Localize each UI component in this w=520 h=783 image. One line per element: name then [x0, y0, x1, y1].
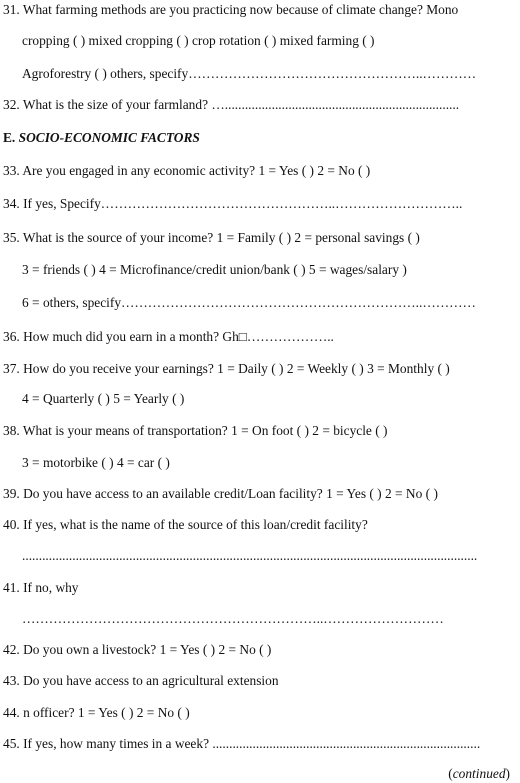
question-45: 45. If yes, how many times in a week? ................................................................................ — [3, 736, 481, 751]
question-32: 32. What is the size of your farmland? …...................................................................... — [3, 97, 460, 112]
question-37: 37. How do you receive your earnings? 1 = Daily ( ) 2 = Weekly ( ) 3 = Monthly ( ) — [3, 361, 450, 376]
section-label: E. — [3, 130, 16, 145]
continued-open-paren: ( — [448, 766, 453, 781]
question-44: 44. n officer? 1 = Yes ( ) 2 = No ( ) — [3, 705, 190, 720]
continued-word: continued — [452, 766, 506, 781]
question-36: 36. How much did you earn in a month? Gh□……………….. — [3, 329, 334, 344]
question-40: 40. If yes, what is the name of the source of this loan/credit facility? — [3, 517, 368, 532]
question-40-answer-line: ........................................................................................................................................ — [22, 548, 478, 563]
question-35-options-line-1: 3 = friends ( ) 4 = Microfinance/credit union/bank ( ) 5 = wages/salary ) — [22, 262, 407, 277]
question-31: 31. What farming methods are you practicing now because of climate change? Mono — [3, 2, 459, 17]
question-31-options-line-2: Agroforestry ( ) others, specify……………………………………………..………… — [22, 66, 477, 81]
question-35-options-line-2: 6 = others, specify…………………………………………………………..………… — [22, 295, 476, 310]
question-35: 35. What is the source of your income? 1 = Family ( ) 2 = personal savings ( ) — [3, 230, 420, 245]
question-38: 38. What is your means of transportation? 1 = On foot ( ) 2 = bicycle ( ) — [3, 423, 388, 438]
continued-close-paren: ) — [505, 766, 510, 781]
continued-label — [448, 766, 510, 782]
question-39: 39. Do you have access to an available credit/Loan facility? 1 = Yes ( ) 2 = No ( ) — [3, 486, 438, 501]
question-37-options: 4 = Quarterly ( ) 5 = Yearly ( ) — [22, 391, 185, 406]
question-38-options: 3 = motorbike ( ) 4 = car ( ) — [22, 455, 170, 470]
section-heading — [3, 130, 200, 146]
question-41: 41. If no, why — [3, 580, 79, 595]
question-33: 33. Are you engaged in any economic activity? 1 = Yes ( ) 2 = No ( ) — [3, 163, 371, 178]
question-34: 34. If yes, Specify……………………………………………..……………………….. — [3, 196, 463, 211]
question-42: 42. Do you own a livestock? 1 = Yes ( ) 2 = No ( ) — [3, 642, 272, 657]
question-43: 43. Do you have access to an agricultural extension — [3, 673, 279, 688]
question-31-options-line-1: cropping ( ) mixed cropping ( ) crop rotation ( ) mixed farming ( ) — [22, 33, 375, 48]
section-title: SOCIO-ECONOMIC FACTORS — [18, 130, 200, 145]
question-41-answer-line: …………………………………………………………..……………………… — [22, 611, 444, 626]
